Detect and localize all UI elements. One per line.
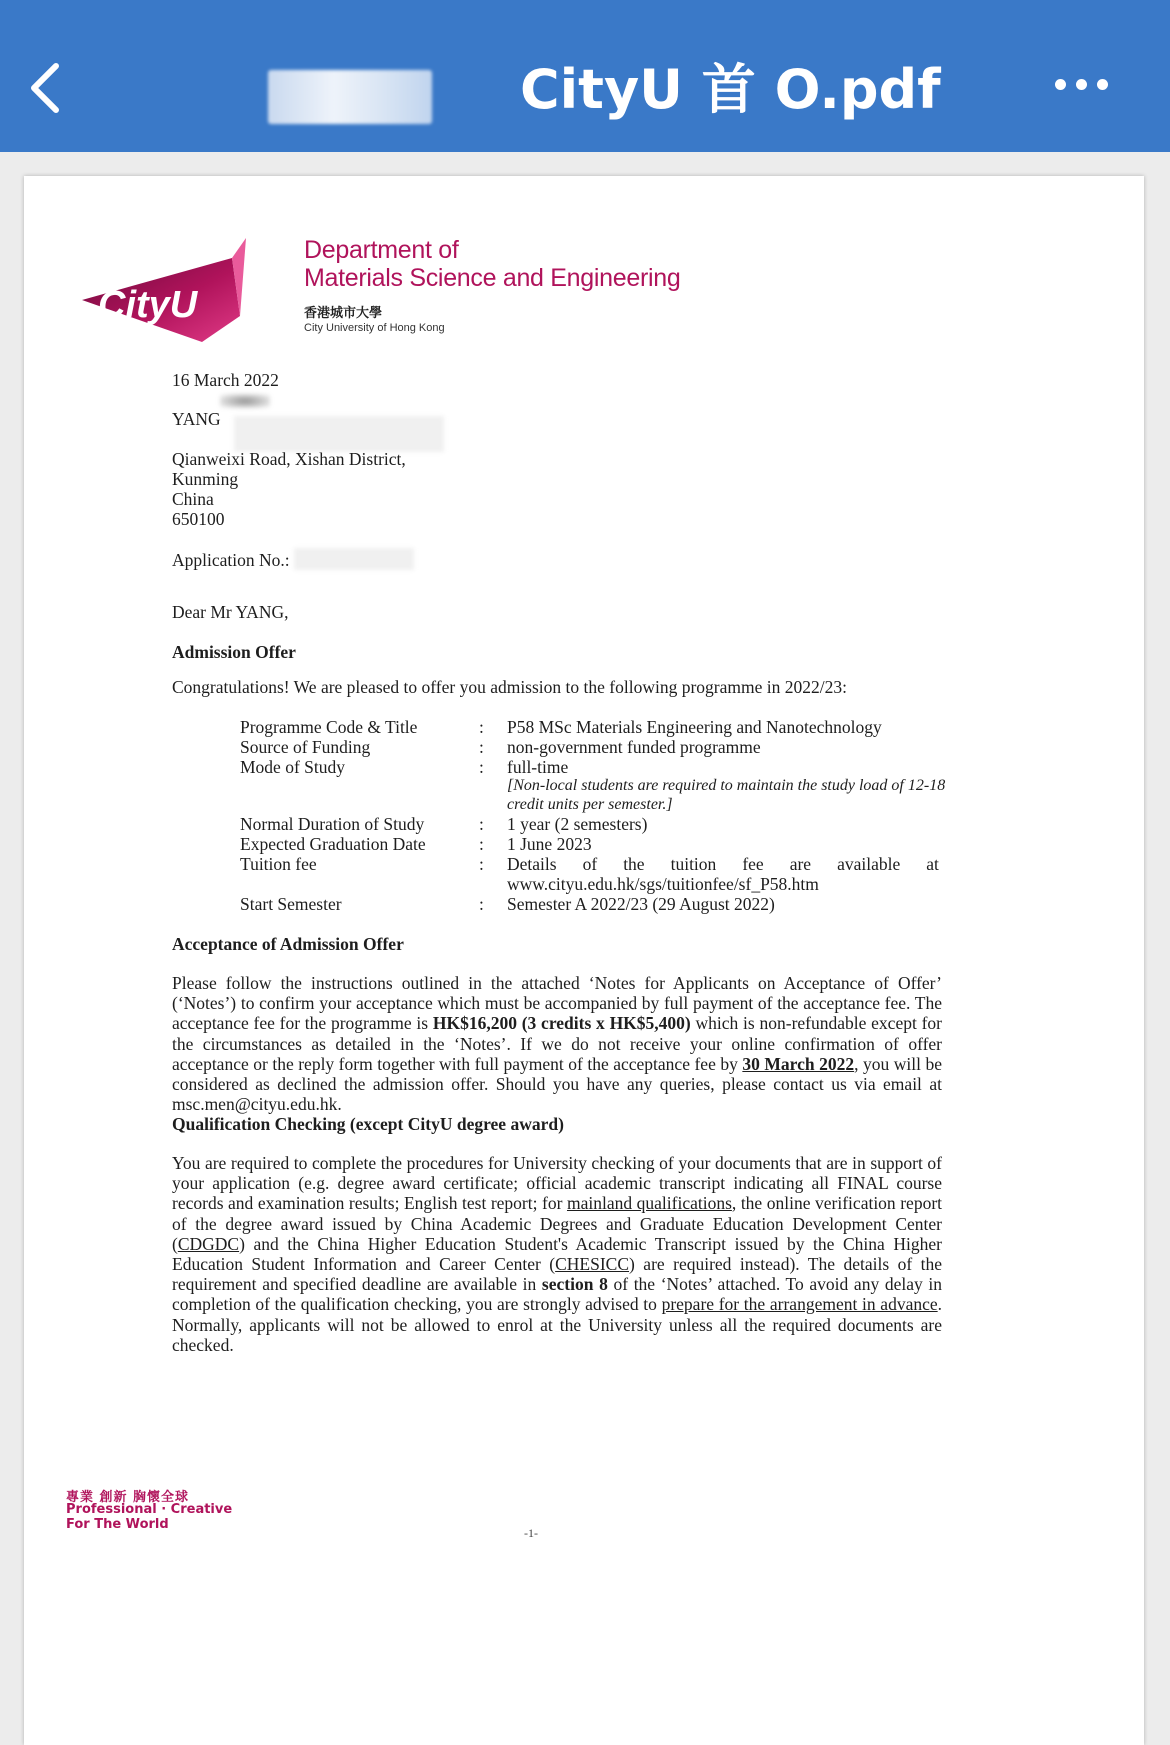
colon: : — [479, 717, 484, 737]
prog-value: 1 June 2023 — [507, 834, 592, 854]
more-horizontal-icon — [1055, 79, 1066, 90]
prog-label: Source of Funding — [240, 737, 371, 757]
more-options-button[interactable] — [1050, 70, 1140, 100]
text-segment: . Normally, applicants will not be allowed to enrol at the University unless all the required documents are checked. — [172, 1294, 943, 1355]
address-postcode: 650100 — [172, 509, 225, 529]
tuition-word: available — [837, 854, 901, 874]
colon: : — [479, 834, 484, 854]
study-load-note: [Non-local students are required to maintain the study load of 12-18 credit units per semester.] — [507, 777, 946, 813]
redaction-mark — [294, 548, 414, 570]
prog-label: Start Semester — [240, 894, 342, 914]
prog-label: Tuition fee — [240, 854, 317, 874]
text-segment: , the online verification report of the degree award issued by China Academic Degrees and Graduate Education Development Center ( — [172, 1193, 943, 1254]
text-segment: , you will be considered as declined the admission offer. Should you have any queries, please contact us via email at msc.men@cityu.edu.hk. — [172, 1053, 943, 1115]
prog-label: Normal Duration of Study — [240, 814, 425, 834]
logo-wordmark: CityU — [98, 284, 198, 326]
tuition-word: fee — [742, 854, 764, 874]
prog-label: Expected Graduation Date — [240, 834, 426, 854]
document-title: CityU 首 O.pdf — [520, 58, 941, 121]
prog-value-tuition — [507, 854, 939, 875]
redaction-mark — [220, 394, 270, 408]
underlined-text: CHESICC — [555, 1254, 630, 1275]
university-name-cn: 香港城市大學 — [304, 306, 383, 321]
cityu-logo-icon — [82, 236, 302, 346]
text-segment: which is non-refundable except for the circumstances as detailed in the ‘Notes’. If we do not receive your online confirmation of offer acceptance or the reply form together with full payment of the acceptance fee by — [172, 1013, 943, 1074]
text-segment: ) are required instead). The details of the requirement and specified deadline are available in — [172, 1254, 942, 1295]
colon: : — [479, 737, 484, 757]
footer-slogan-en-2: For The World — [66, 1517, 169, 1532]
back-button[interactable] — [22, 52, 86, 124]
tuition-word: at — [926, 854, 939, 874]
redaction-mark — [234, 416, 444, 452]
colon: : — [479, 854, 484, 874]
tuition-word: the — [623, 854, 645, 874]
address-street: Qianweixi Road, Xishan District, — [172, 449, 406, 469]
acceptance-paragraph — [172, 973, 942, 1114]
department-logo — [82, 236, 682, 366]
colon: : — [479, 814, 484, 834]
recipient-name: YANG — [172, 409, 221, 429]
prog-value: full-time — [507, 757, 569, 777]
tuition-word: are — [789, 854, 812, 874]
heading-admission-offer: Admission Offer — [172, 642, 296, 662]
prog-value: Semester A 2022/23 (29 August 2022) — [507, 894, 775, 914]
tuition-word: Details — [507, 854, 557, 874]
text-segment: of the ‘Notes’ attached. To avoid any delay in completion of the qualification checking, you are strongly advised to — [172, 1274, 942, 1315]
underlined-text: mainland qualifications — [566, 1193, 732, 1214]
prog-value: non-government funded programme — [507, 737, 761, 757]
acceptance-fee: HK$16,200 (3 credits x HK$5,400) — [432, 1013, 691, 1034]
colon: : — [479, 757, 484, 777]
underlined-text: prepare for the arrangement in advance — [661, 1294, 938, 1315]
qualification-paragraph — [172, 1153, 942, 1355]
more-dot — [1097, 79, 1108, 90]
colon: : — [479, 894, 484, 914]
dept-name-line1: Department of — [304, 236, 459, 264]
prog-value: P58 MSc Materials Engineering and Nanotechnology — [507, 717, 882, 737]
heading-acceptance: Acceptance of Admission Offer — [172, 934, 404, 954]
application-number-label: Application No.: — [172, 550, 290, 570]
text-segment: Please follow the instructions outlined in the attached ‘Notes for Applicants on Acceptance of Offer’ (‘Notes’) to confirm your acceptance which must be accompanied by full payment of the acceptance fee. The acceptance fee for the programme is — [172, 973, 942, 1034]
footer-slogan-cn: 專業 創新 胸懷全球 — [66, 1490, 190, 1505]
pdf-page[interactable] — [24, 176, 1144, 1745]
address-city: Kunming — [172, 469, 239, 489]
tuition-fee-url[interactable]: www.cityu.edu.hk/sgs/tuitionfee/sf_P58.htm — [507, 874, 819, 894]
letter-date: 16 March 2022 — [172, 370, 279, 390]
heading-qualification: Qualification Checking (except CityU degree award) — [172, 1114, 564, 1134]
top-app-bar — [0, 0, 1170, 152]
text-segment: You are required to complete the procedures for University checking of your documents that are in support of your application (e.g. degree award certificate; official academic transcript indicating all FINAL course records and examination results; English test report; for — [172, 1153, 942, 1214]
redacted-filename-chip — [268, 70, 432, 124]
tuition-word: of — [582, 854, 598, 874]
salutation: Dear Mr YANG, — [172, 602, 289, 622]
footer-slogan-en-1: Professional · Creative — [66, 1502, 233, 1517]
tuition-word: tuition — [670, 854, 717, 874]
intro-text: Congratulations! We are pleased to offer you admission to the following programme in 2022/23: — [172, 677, 847, 697]
text-segment: ) and the China Higher Education Student's Academic Transcript issued by the China Higher Education Student Information and Career Center ( — [172, 1233, 942, 1275]
underlined-text: CDGDC — [177, 1233, 240, 1254]
prog-label: Programme Code & Title — [240, 717, 418, 737]
acceptance-deadline: 30 March 2022 — [742, 1053, 855, 1074]
page-number: -1- — [524, 1526, 538, 1540]
chevron-left-icon — [22, 52, 86, 124]
prog-value: 1 year (2 semesters) — [507, 814, 648, 834]
prog-label: Mode of Study — [240, 757, 345, 777]
dept-name-line2: Materials Science and Engineering — [304, 264, 681, 292]
university-name-en: City University of Hong Kong — [304, 322, 445, 334]
bold-text: section 8 — [541, 1274, 608, 1295]
more-dot — [1076, 79, 1087, 90]
address-country: China — [172, 489, 214, 509]
